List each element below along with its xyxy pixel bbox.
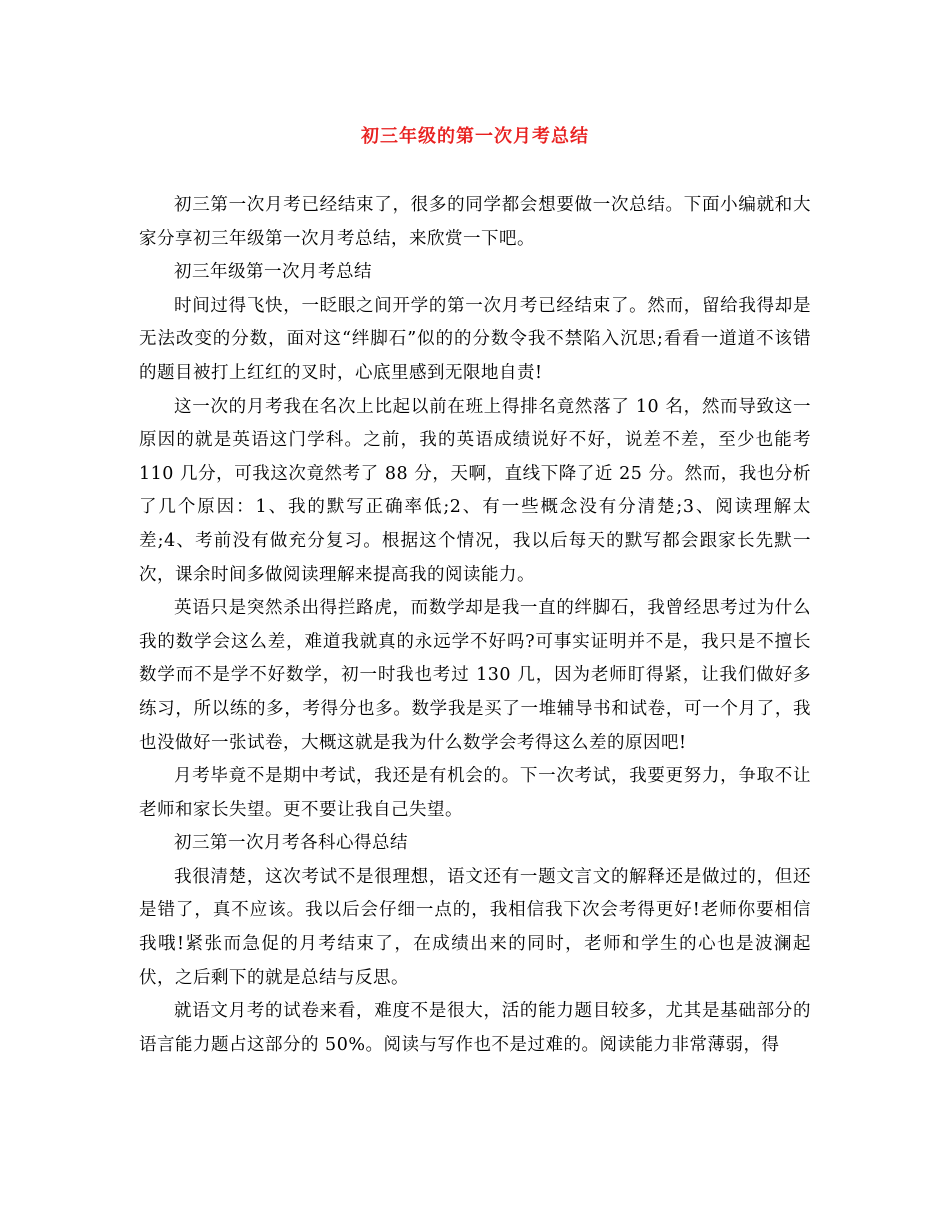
paragraph: 英语只是突然杀出得拦路虎，而数学却是我一直的绊脚石，我曾经思考过为什么我的数学会这么差，难道我就真的永远学不好吗?可事实证明并不是，我只是不擅长数学而不是学不好数学，初一时我也考过 130 几，因为老师盯得紧，让我们做好多练习，所以练的多，考得分也多。数学我是买了一堆辅导书和试卷，可一个月了，我也没做好一张试卷，大概这就是我为什么数学会考得这么差的原因吧!	[139, 598, 811, 753]
paragraph: 这一次的月考我在名次上比起以前在班上得排名竟然落了 10 名，然而导致这一原因的就是英语这门学科。之前，我的英语成绩说好不好，说差不差，至少也能考 110 几分，可我这次竟然考了 88 分，天啊，直线下降了近 25 分。然而，我也分析了几个原因：1、我的默写正确率低;2、有一些概念没有分清楚;3、阅读理解太差;4、考前没有做充分复习。根据这个情况，我以后每天的默写都会跟家长先默一次，课余时间多做阅读理解来提高我的阅读能力。	[139, 396, 811, 585]
paragraph: 月考毕竟不是期中考试，我还是有机会的。下一次考试，我要更努力，争取不让老师和家长失望。更不要让我自己失望。	[139, 766, 811, 820]
paragraph: 时间过得飞快，一眨眼之间开学的第一次月考已经结束了。然而，留给我得却是无法改变的分数，面对这“绊脚石”似的的分数令我不禁陷入沉思;看看一道道不该错的题目被打上红红的叉时，心底里感到无限地自责!	[139, 295, 811, 383]
paragraph: 我很清楚，这次考试不是很理想，语文还有一题文言文的解释还是做过的，但还是错了，真不应该。我以后会仔细一点的，我相信我下次会考得更好!老师你要相信我哦!紧张而急促的月考结束了，在成绩出来的同时，老师和学生的心也是波澜起伏，之后剩下的就是总结与反思。	[139, 866, 811, 988]
paragraph-intro: 初三第一次月考已经结束了，很多的同学都会想要做一次总结。下面小编就和大家分享初三年级第一次月考总结，来欣赏一下吧。	[139, 195, 811, 249]
section-heading-summary: 初三年级第一次月考总结	[174, 262, 372, 283]
paragraph: 就语文月考的试卷来看，难度不是很大，活的能力题目较多，尤其是基础部分的语言能力题占这部分的 50%。阅读与写作也不是过难的。阅读能力非常薄弱，得	[139, 1001, 811, 1055]
document-body	[139, 189, 811, 1062]
document-title: 初三年级的第一次月考总结	[361, 126, 589, 147]
section-heading-subjects: 初三第一次月考各科心得总结	[174, 833, 408, 854]
